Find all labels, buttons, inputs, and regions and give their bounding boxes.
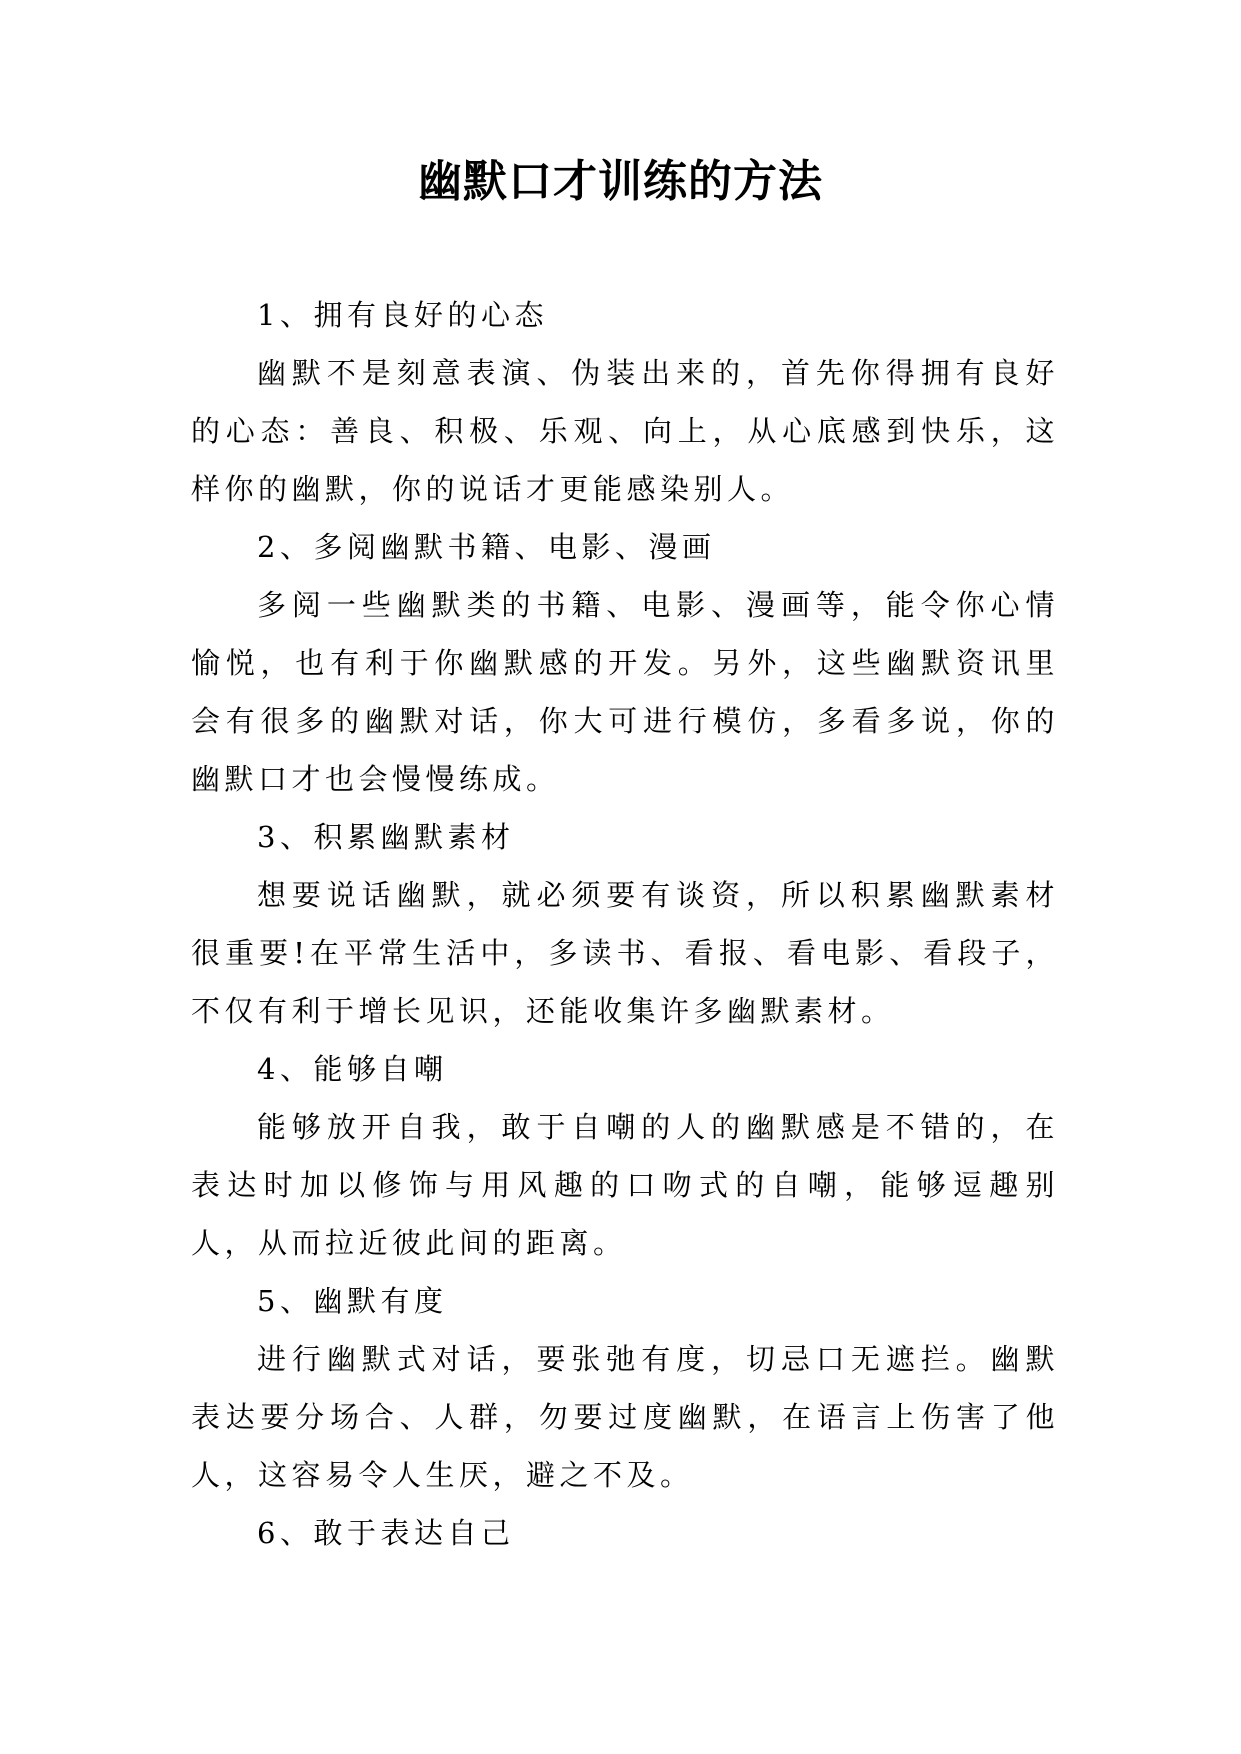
document-title: 幽默口才训练的方法 bbox=[418, 156, 823, 207]
document-body bbox=[191, 286, 1059, 1562]
section-paragraph-4: 能够放开自我，敢于自嘲的人的幽默感是不错的，在表达时加以修饰与用风趣的口吻式的自嘲，能够逗趣别人，从而拉近彼此间的距离。 bbox=[191, 1110, 1059, 1260]
section-heading-6: 6、敢于表达自己 bbox=[257, 1516, 515, 1550]
section-paragraph-5: 进行幽默式对话，要张弛有度，切忌口无遮拦。幽默表达要分场合、人群，勿要过度幽默，在语言上伤害了他人，这容易令人生厌，避之不及。 bbox=[191, 1342, 1059, 1492]
section-heading-3: 3、积累幽默素材 bbox=[257, 820, 515, 854]
section-paragraph-2: 多阅一些幽默类的书籍、电影、漫画等，能令你心情愉悦，也有利于你幽默感的开发。另外，这些幽默资讯里会有很多的幽默对话，你大可进行模仿，多看多说，你的幽默口才也会慢慢练成。 bbox=[191, 588, 1059, 796]
section-heading-5: 5、幽默有度 bbox=[257, 1284, 448, 1318]
section-heading-4: 4、能够自嘲 bbox=[257, 1052, 448, 1086]
section-paragraph-1: 幽默不是刻意表演、伪装出来的，首先你得拥有良好的心态：善良、积极、乐观、向上，从心底感到快乐，这样你的幽默，你的说话才更能感染别人。 bbox=[191, 356, 1059, 506]
section-heading-1: 1、拥有良好的心态 bbox=[257, 298, 548, 332]
section-paragraph-3: 想要说话幽默，就必须要有谈资，所以积累幽默素材很重要!在平常生活中，多读书、看报、看电影、看段子，不仅有利于增长见识，还能收集许多幽默素材。 bbox=[191, 878, 1059, 1028]
section-heading-2: 2、多阅幽默书籍、电影、漫画 bbox=[257, 530, 716, 564]
